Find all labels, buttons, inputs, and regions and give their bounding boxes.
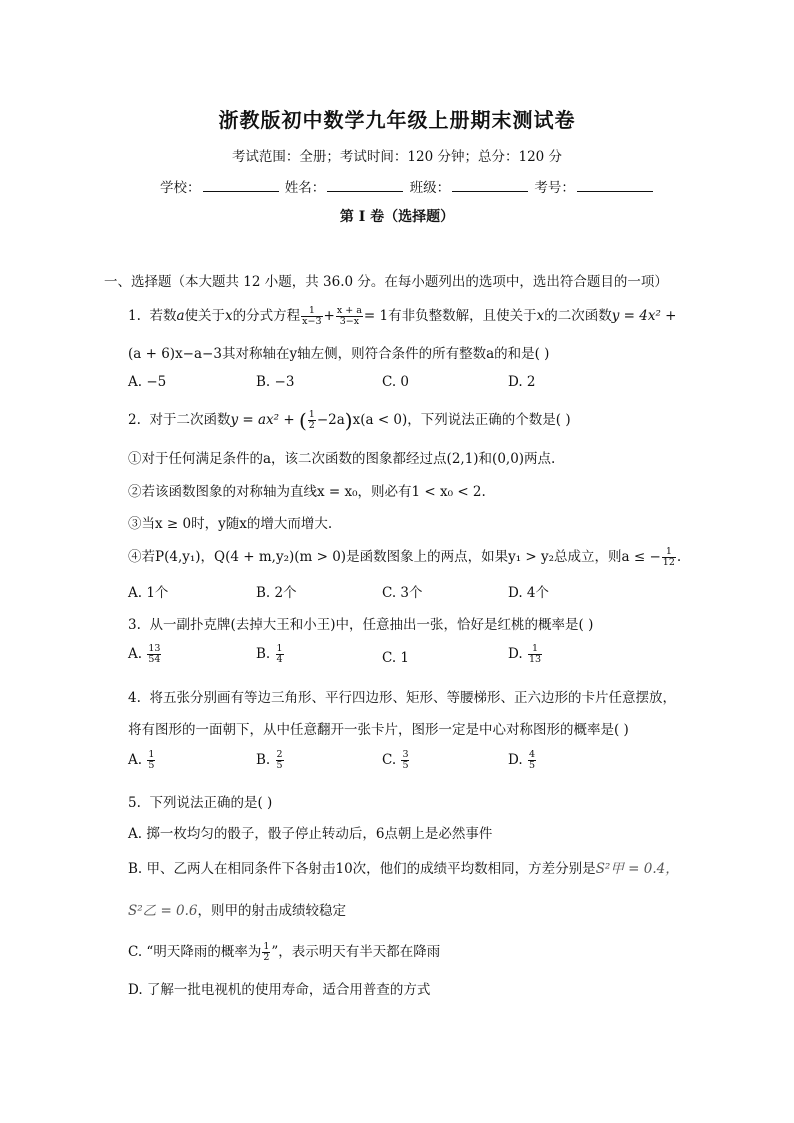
- fraction: [147, 750, 155, 771]
- page-title: 浙教版初中数学九年级上册期末测试卷: [218, 108, 576, 132]
- paren-open: (: [298, 408, 307, 433]
- option-c: [128, 940, 440, 963]
- option-b: [256, 644, 285, 665]
- numerator: 1: [276, 643, 283, 654]
- variance-yi: S²乙 = 0.6: [128, 903, 198, 919]
- option-label: C.: [382, 752, 397, 768]
- fraction: [401, 750, 409, 771]
- name-label: 姓名：: [284, 180, 326, 196]
- q1-text-a: 若数: [149, 308, 177, 324]
- option-b: B. 2个: [256, 585, 297, 601]
- numerator: 1: [308, 409, 315, 420]
- var-x: x: [225, 308, 233, 324]
- fraction: [336, 306, 363, 327]
- class-blank: [452, 179, 528, 192]
- fraction: [276, 644, 284, 665]
- fraction: [301, 306, 322, 327]
- class-label: 班级：: [409, 180, 451, 196]
- student-info-row: [160, 176, 655, 196]
- question-2-line-1: [128, 408, 571, 431]
- q2-statement-4-end: .: [676, 549, 682, 565]
- option-b: B. −3: [256, 374, 295, 390]
- question-number: 3.: [128, 617, 141, 633]
- question-4-text-1: 将五张分别画有等边三角形、平行四边形、矩形、等腰梯形、正六边形的卡片任意摆放，: [149, 690, 676, 706]
- question-1-line-2: (a + 6)x−a−3其对称轴在y轴左侧，则符合条件的所有整数a的和是( ): [128, 346, 550, 362]
- question-3-text: 从一副扑克牌(去掉大王和小王)中，任意抽出一张，恰好是红桃的概率是( ): [149, 617, 594, 633]
- denominator: 5: [402, 760, 409, 771]
- option-c: C. 3个: [382, 585, 423, 601]
- paren-close: ): [344, 408, 353, 433]
- numerator: 3: [402, 749, 409, 760]
- numerator: x + a: [336, 305, 362, 316]
- q2-statement-3: ③当x ≥ 0时，y随x的增大而增大.: [128, 516, 333, 532]
- q1-text-d: = 1有非负整数解，且使关于: [363, 308, 537, 324]
- denominator: 13: [528, 654, 542, 665]
- option-d: D. 4个: [508, 585, 550, 601]
- option-label: B.: [256, 752, 271, 768]
- option-d: [508, 644, 543, 665]
- denominator: 5: [528, 760, 535, 771]
- q1-text-b: 使关于: [184, 308, 226, 324]
- option-c: [382, 750, 410, 771]
- fraction: [262, 942, 270, 963]
- question-3: [128, 613, 593, 633]
- school-blank: [203, 179, 279, 192]
- fraction: [276, 750, 284, 771]
- option-c: C. 1: [382, 650, 410, 666]
- option-label: D.: [508, 646, 523, 662]
- numerator: 1: [662, 547, 676, 558]
- denominator: 2: [308, 420, 315, 431]
- numerator: 4: [528, 749, 535, 760]
- var-a: a: [176, 308, 185, 324]
- question-4-line-2: 将有图形的一面朝下，从中任意翻开一张卡片，图形一定是中心对称图形的概率是( ): [128, 722, 629, 738]
- fraction: [147, 644, 161, 665]
- option-b-line-1: [128, 857, 679, 877]
- numerator: 1: [301, 306, 322, 317]
- numerator: 13: [148, 643, 161, 654]
- q1-text-e: 的二次函数: [544, 308, 612, 324]
- option-label: B.: [256, 646, 271, 662]
- denominator: 2: [263, 952, 270, 963]
- question-5: [128, 791, 272, 811]
- name-blank: [327, 179, 403, 192]
- exam-info: 考试范围：全册；考试时间：120 分钟；总分：120 分: [231, 149, 563, 165]
- question-number: 1.: [128, 308, 141, 324]
- option-b-text: B. 甲、乙两人在相同条件下各射击10次，他们的成绩平均数相同，方差分别是: [128, 861, 596, 877]
- option-a: A. 掷一枚均匀的骰子，骰子停止转动后，6点朝上是必然事件: [128, 826, 493, 842]
- option-a: [128, 644, 162, 665]
- volume-heading: 第 I 卷（选择题）: [339, 209, 455, 225]
- option-d: [508, 750, 537, 771]
- denominator: 5: [276, 760, 283, 771]
- option-a: [128, 750, 156, 771]
- numerator: 2: [276, 749, 283, 760]
- school-label: 学校：: [160, 180, 201, 196]
- denominator: 12: [662, 557, 675, 568]
- fraction: [308, 410, 316, 431]
- q1-expression: y = 4x² +: [611, 308, 677, 324]
- question-4-line-1: [128, 686, 676, 706]
- q2-text-pre: 对于二次函数: [149, 412, 231, 428]
- option-a: A. −5: [128, 374, 167, 390]
- var-x: x: [536, 308, 545, 324]
- option-b-text-2: ，则甲的射击成绩较稳定: [197, 903, 347, 919]
- q2-statement-4-text: ④若P(4,y₁)，Q(4 + m,y₂)(m > 0)是函数图象上的两点，如果y₁ > y₂总成立，则a ≤ −: [128, 549, 661, 565]
- numerator: 1: [148, 749, 155, 760]
- q2-statement-4: [128, 545, 681, 568]
- option-d: D. 了解一批电视机的使用寿命，适合用普查的方式: [128, 982, 431, 998]
- question-5-text: 下列说法正确的是( ): [149, 795, 273, 811]
- option-c-text-2: ”，表示明天有半天都在降雨: [271, 944, 441, 960]
- option-a: A. 1个: [128, 585, 169, 601]
- q2-text-post: −2a: [316, 412, 345, 428]
- denominator: 54: [148, 654, 161, 665]
- denominator: 5: [148, 760, 155, 771]
- option-c-text: C. “明天降雨的概率为: [128, 944, 262, 960]
- numerator: 1: [528, 644, 542, 655]
- denominator: x−3: [302, 316, 322, 327]
- q1-text-c: 的分式方程: [232, 308, 301, 324]
- option-label: D.: [508, 752, 523, 768]
- fraction: [528, 644, 542, 665]
- denominator: 4: [276, 654, 283, 665]
- q2-expression: y = ax² +: [230, 412, 299, 428]
- q2-text-post2: x(a < 0)，下列说法正确的个数是( ): [352, 412, 571, 428]
- option-c: C. 0: [382, 374, 410, 390]
- denominator: 3−x: [339, 316, 360, 327]
- option-b-line-2: [128, 899, 346, 919]
- q1-plus: +: [323, 308, 335, 324]
- question-number: 4.: [128, 690, 141, 706]
- question-number: 2.: [128, 412, 141, 428]
- section-heading: 一、选择题（本大题共 12 小题，共 36.0 分。在每小题列出的选项中，选出符合题目的一项）: [104, 274, 668, 290]
- fraction: [528, 750, 536, 771]
- option-b: [256, 750, 285, 771]
- number-blank: [577, 179, 653, 192]
- question-1-line-1: [128, 304, 676, 327]
- numerator: 1: [263, 941, 270, 952]
- option-label: A.: [128, 752, 143, 768]
- number-label: 考号：: [534, 180, 575, 196]
- q2-statement-1: ①对于任何满足条件的a，该二次函数的图象都经过点(2,1)和(0,0)两点.: [128, 451, 556, 467]
- question-number: 5.: [128, 795, 141, 811]
- fraction: [662, 547, 676, 568]
- variance-jia: S²甲 = 0.4，: [595, 861, 679, 877]
- q2-statement-2: ②若该函数图象的对称轴为直线x = x₀，则必有1 < x₀ < 2.: [128, 484, 486, 500]
- option-d: D. 2: [508, 374, 536, 390]
- option-label: A.: [128, 646, 143, 662]
